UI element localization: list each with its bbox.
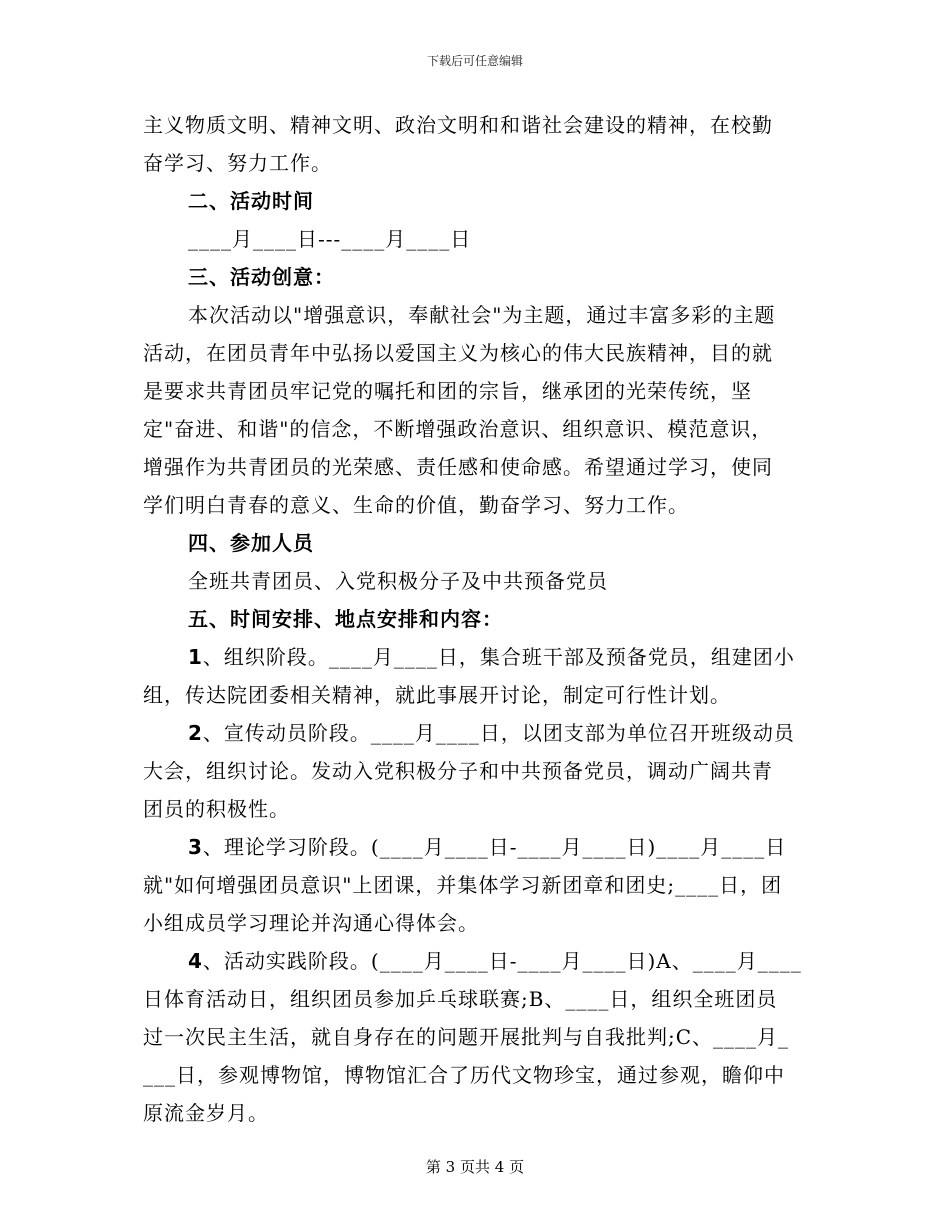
paragraph-line: 奋学习、努力工作。 (143, 151, 332, 175)
section-heading: 二、活动时间 (188, 189, 314, 213)
list-number: 1 (188, 645, 203, 669)
list-number: 3 (188, 835, 203, 859)
paragraph-line: 定"奋进、和谐"的信念，不断增强政治意识、组织意识、模范意识， (143, 417, 773, 441)
list-number: 2 (188, 721, 203, 745)
paragraph-line: 团员的积极性。 (143, 797, 290, 821)
paragraph-line: 本次活动以"增强意识，奉献社会"为主题，通过丰富多彩的主题 (188, 303, 776, 327)
paragraph-line: 过一次民主生活，就自身存在的问题开展批判与自我批判;C、____月_ (143, 1025, 790, 1049)
paragraph-line: ____月____日---____月____日 (188, 227, 472, 251)
section-heading: 三、活动创意： (188, 265, 335, 289)
paragraph-line: ___日，参观博物馆，博物馆汇合了历代文物珍宝，通过参观，瞻仰中 (143, 1063, 785, 1087)
list-text: 、理论学习阶段。(____月____日-____月____日)____月____日 (202, 835, 787, 859)
paragraph-line: 主义物质文明、精神文明、政治文明和和谐社会建设的精神，在校勤 (143, 113, 773, 137)
section-heading: 四、参加人员 (188, 531, 314, 555)
paragraph-line: 就"如何增强团员意识"上团课，并集体学习新团章和团史;____日，团 (143, 873, 783, 897)
page-footer: 第 3 页共 4 页 (425, 1158, 525, 1176)
list-item-line (188, 948, 802, 974)
paragraph-line: 是要求共青团员牢记党的嘱托和团的宗旨，继承团的光荣传统，坚 (143, 379, 752, 403)
list-item-line (188, 720, 795, 746)
paragraph-line: 全班共青团员、入党积极分子及中共预备党员 (188, 569, 608, 593)
section-heading: 五、时间安排、地点安排和内容： (188, 607, 503, 631)
list-text: 、宣传动员阶段。____月____日，以团支部为单位召开班级动员 (202, 721, 795, 745)
list-item-line (188, 644, 795, 670)
list-text: 、组织阶段。____月____日，集合班干部及预备党员，组建团小 (202, 645, 795, 669)
paragraph-line: 学们明白青春的意义、生命的价值，勤奋学习、努力工作。 (143, 493, 689, 517)
paragraph-line: 增强作为共青团员的光荣感、责任感和使命感。希望通过学习，使同 (143, 455, 773, 479)
list-text: 、活动实践阶段。(____月____日-____月____日)A、____月____ (202, 949, 802, 973)
page-header: 下载后可任意编辑 (426, 54, 523, 68)
paragraph-line: 活动，在团员青年中弘扬以爱国主义为核心的伟大民族精神，目的就 (143, 341, 773, 365)
paragraph-line: 组，传达院团委相关精神，就此事展开讨论，制定可行性计划。 (143, 683, 731, 707)
paragraph-line: 大会，组织讨论。发动入党积极分子和中共预备党员，调动广阔共青 (143, 759, 773, 783)
list-number: 4 (188, 949, 203, 973)
paragraph-line: 原流金岁月。 (143, 1101, 269, 1125)
paragraph-line: 小组成员学习理论并沟通心得体会。 (143, 911, 479, 935)
paragraph-line: 日体育活动日，组织团员参加乒乓球联赛;B、____日，组织全班团员 (143, 987, 778, 1011)
list-item-line (188, 834, 786, 860)
